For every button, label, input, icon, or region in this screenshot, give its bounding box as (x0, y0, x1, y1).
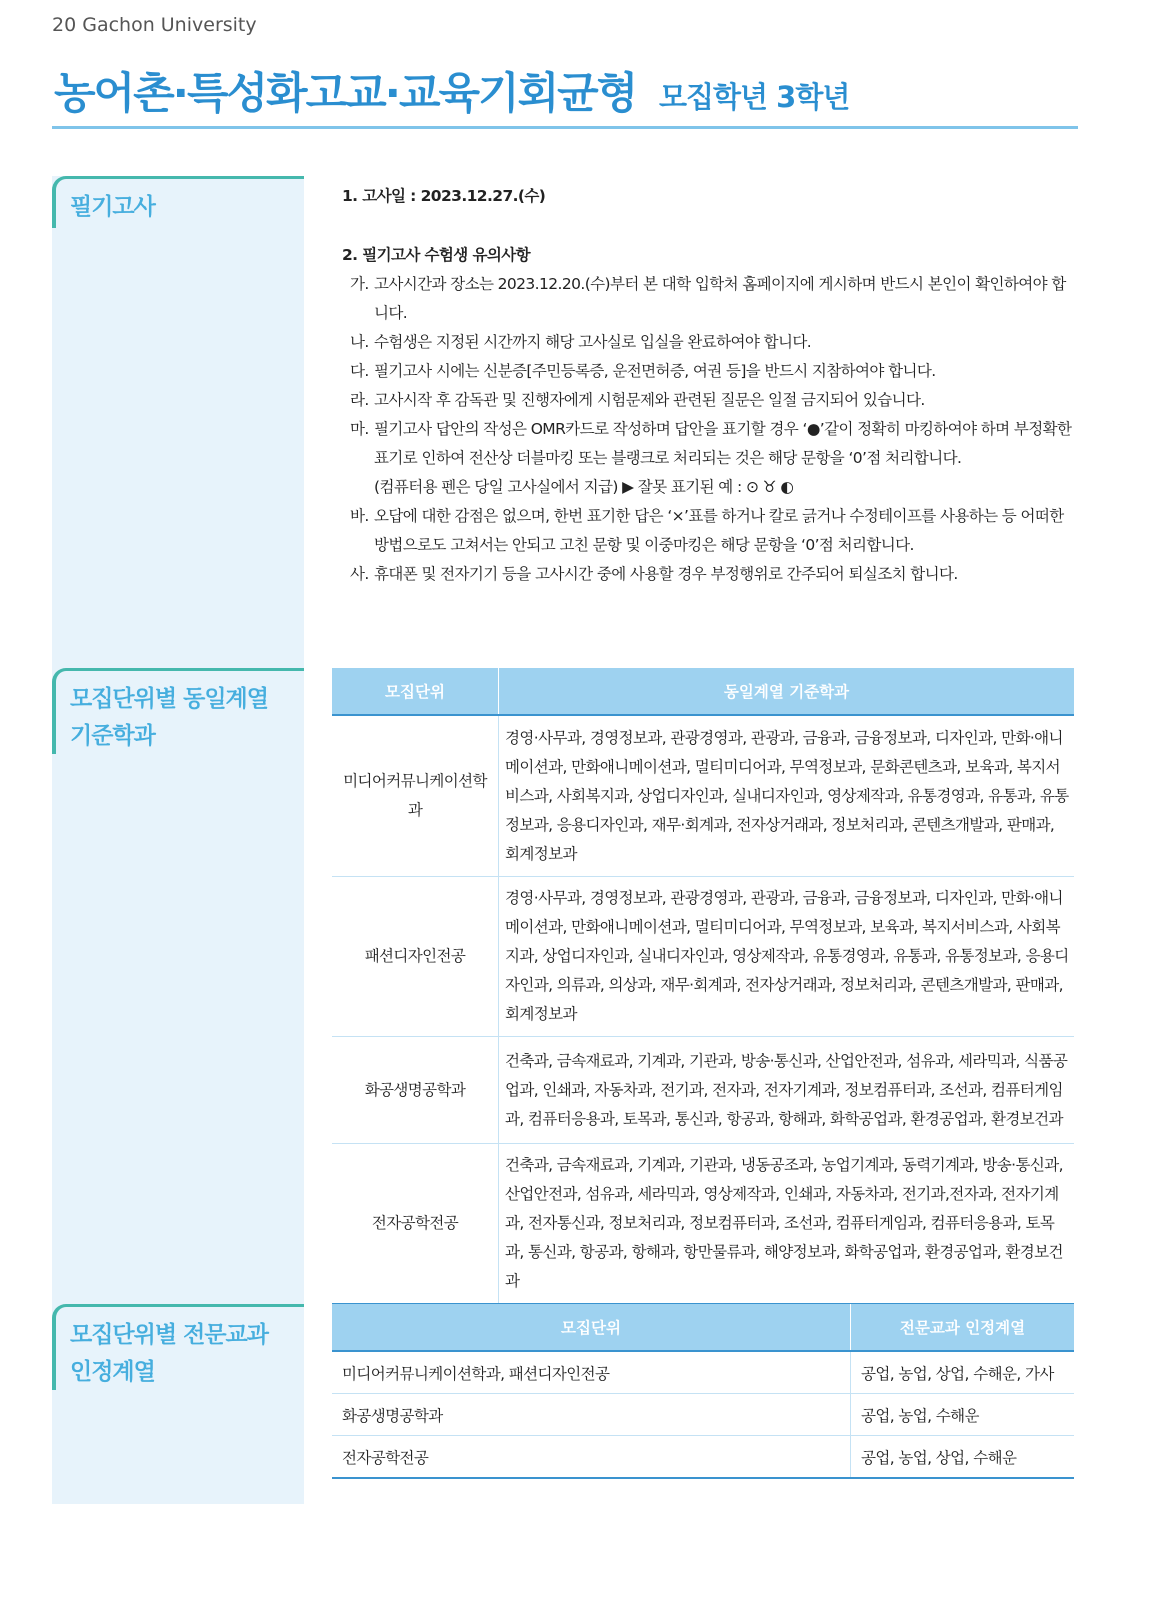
column-header: 전문교과 인정계열 (851, 1304, 1075, 1351)
column-header: 모집단위 (332, 1304, 851, 1351)
dept-cell: 경영·사무과, 경영정보과, 관광경영과, 관광과, 금융과, 금융정보과, 디자인과, 만화·애니메이션과, 만화애니메이션과, 멀티미디어과, 무역정보과, 보육과, 복지서비스과, 사회복지과, 상업디자인과, 실내디자인과, 영상제작과, 유통경영과, 유통과, 유통정보과, 응용디자인과, 의류과, 의상과, 재무·회계과, 전자상거래과, 정보처리과, 콘텐츠개발과, 판매과, 회계정보과 (499, 877, 1075, 1037)
notice-item (342, 415, 1072, 502)
table-row (332, 1436, 1074, 1479)
unit-cell: 미디어커뮤니케이션학과 (332, 715, 499, 877)
unit-cell: 전자공학전공 (332, 1436, 851, 1479)
item-marker: 다. (350, 362, 369, 380)
notice-item (342, 270, 1072, 328)
item-text: 필기고사 답안의 작성은 OMR카드로 작성하며 답안을 표기할 경우 ‘●’같이 정확히 마킹하여야 하며 부정확한 표기로 인하여 전산상 더블마킹 또는 블랭크로 처리되는 것은 해당 문항을 ‘0’점 처리합니다. (374, 420, 1072, 467)
dept-cell: 경영·사무과, 경영정보과, 관광경영과, 관광과, 금융과, 금융정보과, 디자인과, 만화·애니메이션과, 만화애니메이션과, 멀티미디어과, 무역정보과, 문화콘텐츠과, 보육과, 복지서비스과, 사회복지과, 상업디자인과, 실내디자인과, 영상제작과, 유통경영과, 유통과, 유통정보과, 응용디자인과, 재무·회계과, 전자상거래과, 정보처리과, 콘텐츠개발과, 판매과, 회계정보과 (499, 715, 1075, 877)
section-label-text: 필기고사 (70, 194, 155, 220)
same-field-table (332, 668, 1074, 1305)
item-marker: 바. (350, 507, 369, 525)
section-label-line: 기준학과 (70, 723, 155, 749)
notice-item (342, 386, 1072, 415)
exam-notice (342, 182, 1072, 589)
item-text: 오답에 대한 감점은 없으며, 한번 표기한 답은 ‘×’표를 하거나 칼로 긁거나 수정테이프를 사용하는 등 어떠한 방법으로도 고쳐서는 안되고 고친 문항 및 이중마킹은 해당 문항을 ‘0’점 처리합니다. (374, 507, 1064, 554)
item-text: 휴대폰 및 전자기기 등을 고사시간 중에 사용할 경우 부정행위로 간주되어 퇴실조치 합니다. (374, 565, 958, 583)
section-label-specialized (52, 1304, 304, 1390)
section-label-line: 모집단위별 동일계열 (70, 686, 268, 712)
section-label-line: 인정계열 (70, 1359, 155, 1385)
pen-note (374, 473, 1072, 502)
unit-cell: 미디어커뮤니케이션학과, 패션디자인전공 (332, 1351, 851, 1394)
item-marker: 나. (350, 333, 369, 351)
unit-cell: 패션디자인전공 (332, 877, 499, 1037)
table-row (332, 877, 1074, 1037)
page-subtitle: 모집학년 3학년 (659, 80, 850, 114)
wrong-mark-examples: ⊙ ♉ ◐ (745, 478, 794, 496)
item-text: 필기고사 시에는 신분증[주민등록증, 운전면허증, 여권 등]을 반드시 지참하여야 합니다. (374, 362, 936, 380)
item-text: 고사시간과 장소는 2023.12.20.(수)부터 본 대학 입학처 홈페이지에 게시하며 반드시 본인이 확인하여야 합니다. (374, 275, 1066, 322)
table-row (332, 715, 1074, 877)
field-cell: 공업, 농업, 수해운 (851, 1394, 1075, 1436)
table-row (332, 1394, 1074, 1436)
item-marker: 마. (350, 420, 369, 438)
unit-cell: 화공생명공학과 (332, 1037, 499, 1144)
notice-item (342, 560, 1072, 589)
field-cell: 공업, 농업, 상업, 수해운 (851, 1436, 1075, 1479)
notice-item (342, 502, 1072, 560)
specialized-field-table (332, 1304, 1074, 1479)
table-row (332, 1144, 1074, 1305)
table-row (332, 1037, 1074, 1144)
field-cell: 공업, 농업, 상업, 수해운, 가사 (851, 1351, 1075, 1394)
unit-cell: 전자공학전공 (332, 1144, 499, 1305)
section-label-written-exam (52, 176, 304, 228)
exam-date: 1. 고사일 : 2023.12.27.(수) (342, 187, 546, 205)
column-header: 모집단위 (332, 668, 499, 715)
section-label-line: 모집단위별 전문교과 (70, 1322, 268, 1348)
page-number: 20 Gachon University (52, 14, 257, 36)
section-label-same-field (52, 668, 304, 754)
table-row (332, 1351, 1074, 1394)
notice-item (342, 328, 1072, 357)
page-title: 농어촌·특성화고교·교육기회균형 (54, 69, 637, 119)
notice-item (342, 357, 1072, 386)
page-header (52, 56, 1078, 129)
pen-note-text: (컴퓨터용 펜은 당일 고사실에서 지급) ▶ 잘못 표기된 예 : (374, 478, 742, 496)
notice-title: 2. 필기고사 수험생 유의사항 (342, 246, 530, 264)
unit-cell: 화공생명공학과 (332, 1394, 851, 1436)
item-text: 고사시작 후 감독관 및 진행자에게 시험문제와 관련된 질문은 일절 금지되어 있습니다. (374, 391, 925, 409)
item-marker: 가. (350, 275, 369, 293)
dept-cell: 건축과, 금속재료과, 기계과, 기관과, 방송·통신과, 산업안전과, 섬유과, 세라믹과, 식품공업과, 인쇄과, 자동차과, 전기과, 전자과, 전자기계과, 정보컴퓨터과, 조선과, 컴퓨터게임과, 컴퓨터응용과, 토목과, 통신과, 항공과, 항해과, 화학공업과, 환경공업과, 환경보건과 (499, 1037, 1075, 1144)
dept-cell: 건축과, 금속재료과, 기계과, 기관과, 냉동공조과, 농업기계과, 동력기계과, 방송·통신과, 산업안전과, 섬유과, 세라믹과, 영상제작과, 인쇄과, 자동차과, 전기과,전자과, 전자기계과, 전자통신과, 정보처리과, 정보컴퓨터과, 조선과, 컴퓨터게임과, 컴퓨터응용과, 토목과, 통신과, 항공과, 항해과, 항만물류과, 해양정보과, 화학공업과, 환경공업과, 환경보건과 (499, 1144, 1075, 1305)
item-text: 수험생은 지정된 시간까지 해당 고사실로 입실을 완료하여야 합니다. (374, 333, 812, 351)
item-marker: 라. (350, 391, 369, 409)
column-header: 동일계열 기준학과 (499, 668, 1075, 715)
item-marker: 사. (350, 565, 369, 583)
